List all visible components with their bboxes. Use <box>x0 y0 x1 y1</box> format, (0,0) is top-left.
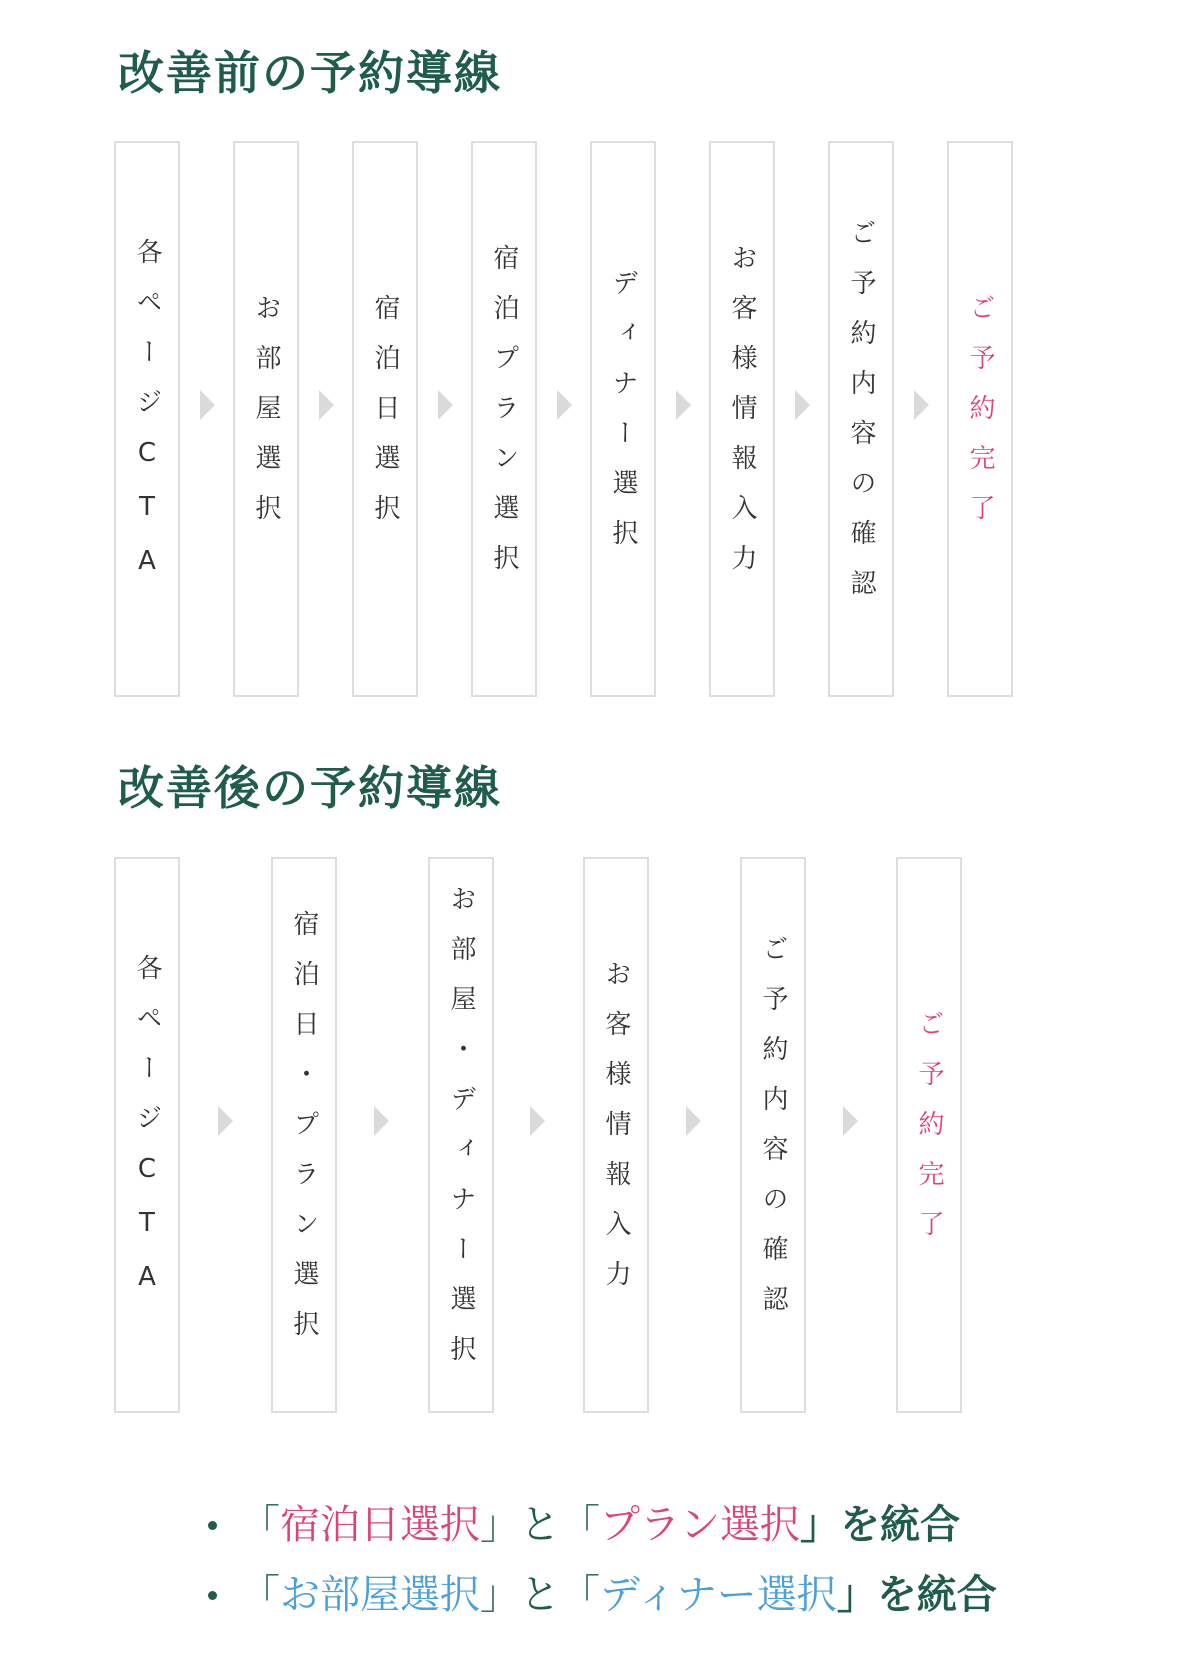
step-label: 宿泊プラン選択 <box>489 244 519 594</box>
bracket-open: 「 <box>240 1502 280 1548</box>
before-title: 改善前の予約導線 <box>118 46 502 100</box>
merged-item-b: ディナー選択 <box>600 1572 837 1618</box>
step-label: 宿泊日・プラン選択 <box>289 910 319 1360</box>
after-step-4 <box>583 857 649 1413</box>
connector-text: 」と「 <box>480 1572 600 1618</box>
connector-text: 」と「 <box>480 1502 600 1548</box>
note-suffix: 」を統合 <box>800 1502 960 1548</box>
bullet-icon <box>208 1521 217 1530</box>
step-label: お客様情報入力 <box>601 960 631 1310</box>
after-step-5 <box>740 857 806 1413</box>
arrow-icon <box>686 1106 701 1136</box>
merged-item-a: お部屋選択 <box>280 1572 480 1618</box>
note-merge-date-plan <box>208 1490 997 1560</box>
step-label: ご予約内容の確認 <box>846 219 876 619</box>
step-label: ご予約内容の確認 <box>758 935 788 1335</box>
step-label: ご予約完了 <box>914 1010 944 1260</box>
note-suffix: 」を統合 <box>836 1572 997 1618</box>
step-label: 宿泊日選択 <box>370 294 400 544</box>
bullet-icon <box>208 1591 217 1600</box>
arrow-icon <box>843 1106 858 1136</box>
step-label: 各ページCTA <box>132 954 162 1316</box>
step-label: お部屋・ディナー選択 <box>446 885 476 1385</box>
bracket-open: 「 <box>240 1572 280 1618</box>
merged-item-a: 宿泊日選択 <box>280 1502 480 1548</box>
arrow-icon <box>218 1106 233 1136</box>
arrow-icon <box>530 1106 545 1136</box>
step-label: 各ページCTA <box>132 238 162 600</box>
step-label: ディナー選択 <box>608 269 638 569</box>
summary-notes <box>208 1490 997 1630</box>
after-step-3 <box>428 857 494 1413</box>
arrow-icon <box>374 1106 389 1136</box>
merged-item-b: プラン選択 <box>600 1502 800 1548</box>
after-step-2 <box>271 857 337 1413</box>
step-label: お部屋選択 <box>251 294 281 544</box>
step-label: お客様情報入力 <box>727 244 757 594</box>
after-step-6 <box>896 857 962 1413</box>
note-merge-room-dinner <box>208 1560 997 1630</box>
after-title: 改善後の予約導線 <box>118 761 502 815</box>
step-label: ご予約完了 <box>965 294 995 544</box>
after-step-1 <box>114 857 180 1413</box>
